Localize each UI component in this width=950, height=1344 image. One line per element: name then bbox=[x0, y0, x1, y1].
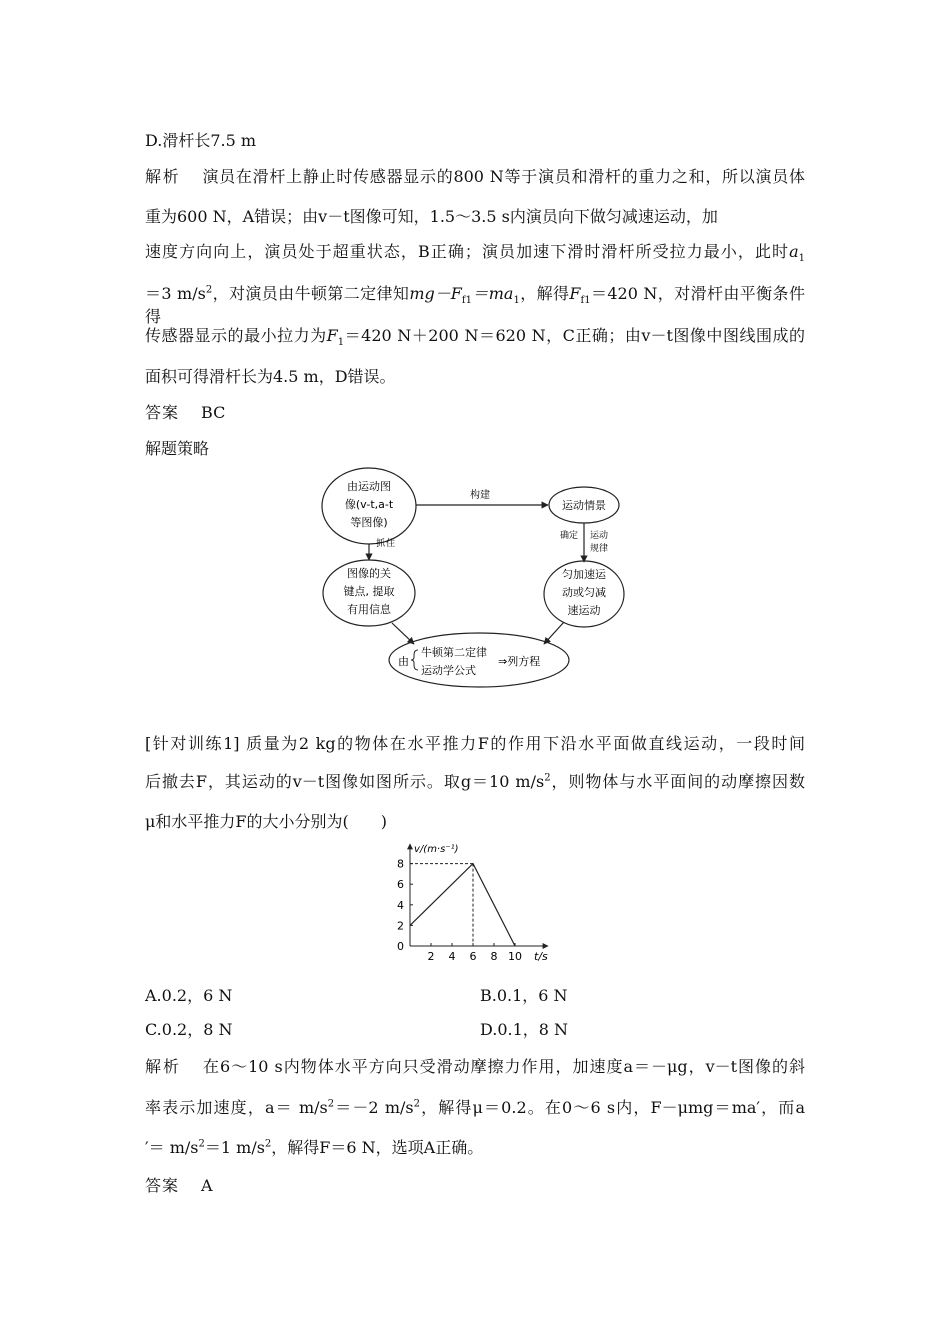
y-tick-label: 8 bbox=[397, 857, 404, 871]
x-axis-label: t/s bbox=[534, 950, 548, 963]
edge-law-label-1: 运动 bbox=[590, 531, 609, 541]
analysis2-line3: ′＝ $m/s^2=1$ $m/s^2$，解得F＝6 N，选项A正确。 bbox=[145, 1138, 484, 1157]
analysis2-line2: 率表示加速度，$a= m/s^2=-2$ $m/s^2$，解得μ＝0.2。在0～6 s内，F－μmg＝ma′，而a bbox=[145, 1098, 805, 1117]
node-equations-item1: 牛顿第二定律 bbox=[421, 646, 487, 659]
y-axis-label: v/(m·s⁻¹) bbox=[414, 844, 459, 855]
node-equations-suffix: ⇒列方程 bbox=[498, 655, 541, 668]
y-tick-label: 2 bbox=[397, 919, 404, 933]
node-uniform-motion-l1: 匀加速运 bbox=[562, 568, 606, 581]
node-key-points-l1: 图像的关 bbox=[347, 567, 391, 580]
exercise-line1: [针对训练1] 质量为2 kg的物体在水平推力F的作用下沿水平面做直线运动，一段时间 bbox=[145, 734, 805, 753]
vt-series-line bbox=[410, 864, 515, 946]
edge-law-label-2: 规律 bbox=[590, 544, 609, 554]
node-key-points-l2: 键点, 提取 bbox=[343, 585, 395, 598]
node-motion-graph-l3: 等图像) bbox=[350, 516, 388, 529]
edge-right-to-bottom bbox=[544, 622, 564, 644]
node-motion-graph-l1: 由运动图 bbox=[347, 480, 391, 493]
node-uniform-motion-l3: 速运动 bbox=[567, 604, 601, 617]
analysis1-label: 解析 bbox=[145, 167, 181, 186]
y-tick-label: 0 bbox=[397, 940, 404, 953]
edge-left-to-bottom bbox=[392, 623, 414, 644]
previous-option-d: D.滑杆长7.5 m bbox=[145, 131, 257, 150]
y-tick-label: 4 bbox=[397, 898, 404, 912]
answer1 bbox=[145, 400, 225, 423]
y-tick-label: 6 bbox=[397, 878, 404, 892]
strategy-flowchart bbox=[312, 466, 642, 696]
analysis2-label: 解析 bbox=[145, 1057, 181, 1076]
option-a: A.0.2，6 N bbox=[145, 986, 233, 1005]
node-equations-prefix: 由 bbox=[398, 655, 409, 668]
answer1-value: BC bbox=[201, 403, 226, 422]
exercise-line2: 后撤去F，其运动的v－t图像如图所示。取g＝10 $m/s^2$，则物体与水平面间的动摩擦因数 bbox=[145, 772, 805, 791]
x-tick-label: 4 bbox=[448, 950, 456, 963]
analysis1-line1: 解析 演员在滑杆上静止时传感器显示的800 N等于演员和滑杆的重力之和，所以演员体 bbox=[145, 167, 805, 186]
exercise-line3: μ和水平推力F的大小分别为( ) bbox=[145, 812, 387, 831]
node-equations bbox=[389, 633, 569, 687]
answer1-label: 答案 bbox=[145, 403, 180, 422]
x-tick-label: 8 bbox=[490, 950, 498, 963]
x-tick-label: 2 bbox=[427, 950, 435, 963]
node-motion-scene-label: 运动情景 bbox=[562, 499, 606, 512]
analysis1-line3: 速度方向向上，演员处于超重状态，B正确；演员加速下滑时滑杆所受拉力最小，此时$a_1$ bbox=[145, 242, 805, 265]
analysis1-line6: 面积可得滑杆长为4.5 m，D错误。 bbox=[145, 367, 396, 386]
option-d: D.0.1，8 N bbox=[480, 1020, 569, 1039]
edge-construct-label: 构建 bbox=[470, 490, 490, 501]
node-uniform-motion-l2: 动或匀减 bbox=[562, 586, 606, 599]
x-tick-label: 10 bbox=[508, 950, 522, 963]
analysis1-line5: 传感器显示的最小拉力为$F_1=420$ N＋200 N＝620 N，C正确；由v－t图像中图线围成的 bbox=[145, 326, 805, 349]
node-key-points-l3: 有用信息 bbox=[347, 603, 391, 616]
x-tick-label: 6 bbox=[469, 950, 477, 963]
strategy-title: 解题策略 bbox=[145, 439, 210, 458]
analysis1-line2: 重为600 N，A错误；由v－t图像可知，1.5～3.5 s内演员向下做匀减速运动，加 bbox=[145, 207, 718, 226]
node-equations-brace bbox=[411, 650, 418, 670]
edge-grasp-label-1: 抓 bbox=[376, 539, 386, 549]
edge-grasp-label-2: 住 bbox=[386, 539, 396, 549]
edge-determine-label: 确定 bbox=[559, 531, 578, 541]
option-c: C.0.2，8 N bbox=[145, 1020, 233, 1039]
analysis2-line1: 解析 在6～10 s内物体水平方向只受滑动摩擦力作用，加速度a＝－μg，v－t图像的斜 bbox=[145, 1057, 805, 1076]
vt-chart bbox=[388, 838, 560, 970]
node-equations-item2: 运动学公式 bbox=[421, 664, 476, 677]
option-b: B.0.1，6 N bbox=[480, 986, 568, 1005]
answer2 bbox=[145, 1173, 213, 1196]
answer2-label: 答案 bbox=[145, 1176, 180, 1195]
answer2-value: A bbox=[201, 1176, 213, 1195]
analysis1-line4: ＝3 $m/s^2$，对演员由牛顿第二定律知$mg-F_{f1}=ma_1$，解得$F_{f1}=420$ N，对滑杆由平衡条件得 bbox=[145, 284, 805, 326]
node-motion-graph-l2: 像(v-t,a-t bbox=[344, 498, 394, 511]
